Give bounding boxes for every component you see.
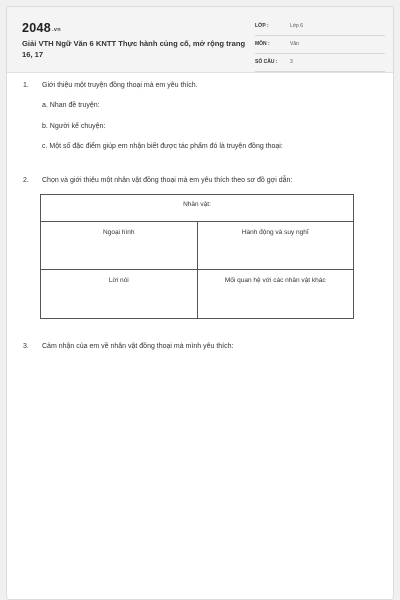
meta-row-subject — [255, 37, 385, 54]
logo-text: 2048 — [22, 21, 52, 35]
meta-row-class — [255, 19, 385, 36]
page-title: Giải VTH Ngữ Văn 6 KNTT Thực hành củng cố, mở rộng trang 16, 17 — [22, 39, 246, 59]
diagram-cell-character — [41, 195, 354, 222]
meta-value: Lớp 6 — [290, 23, 304, 29]
diagram-label: Nhân vật: — [183, 201, 211, 208]
diagram-cell-appearance — [41, 222, 198, 270]
sub-question-b: b. Người kể chuyện: — [42, 123, 106, 130]
diagram-cell-relationships — [197, 270, 354, 319]
diagram-label: Lời nói — [108, 277, 129, 284]
diagram-cell-speech — [41, 270, 198, 319]
diagram-label: Hành động và suy nghĩ — [241, 229, 309, 236]
question-text: Chọn và giới thiệu một nhân vật đồng thoại mà em yêu thích theo sơ đồ gợi dẫn: — [42, 177, 293, 184]
meta-row-count — [255, 55, 385, 72]
question-number: 2. — [23, 177, 29, 184]
logo-domain: .vn — [52, 27, 61, 33]
site-logo[interactable] — [22, 21, 61, 35]
worksheet — [6, 6, 394, 600]
question-text: Giới thiệu một truyện đồng thoại mà em yêu thích. — [42, 82, 198, 89]
meta-label: SỐ CÂU : — [255, 59, 278, 65]
diagram-label: Mối quan hệ với các nhân vật khác — [224, 277, 326, 284]
meta-value: Văn — [290, 41, 299, 47]
header — [7, 7, 393, 73]
question-text: Cảm nhận của em về nhân vật đồng thoại mà mình yêu thích: — [42, 343, 234, 350]
meta-info — [255, 19, 385, 73]
sub-question-a: a. Nhan đề truyện: — [42, 102, 100, 109]
character-diagram — [40, 194, 354, 319]
meta-label: MÔN : — [255, 41, 270, 47]
diagram-cell-actions — [197, 222, 354, 270]
diagram-label: Ngoại hình — [103, 229, 135, 236]
sub-question-c: c. Một số đặc điểm giúp em nhận biết được tác phẩm đó là truyện đồng thoại: — [42, 143, 283, 150]
meta-value: 3 — [290, 59, 293, 65]
question-number: 1. — [23, 82, 29, 89]
question-number: 3. — [23, 343, 29, 350]
meta-label: LỚP : — [255, 23, 269, 29]
